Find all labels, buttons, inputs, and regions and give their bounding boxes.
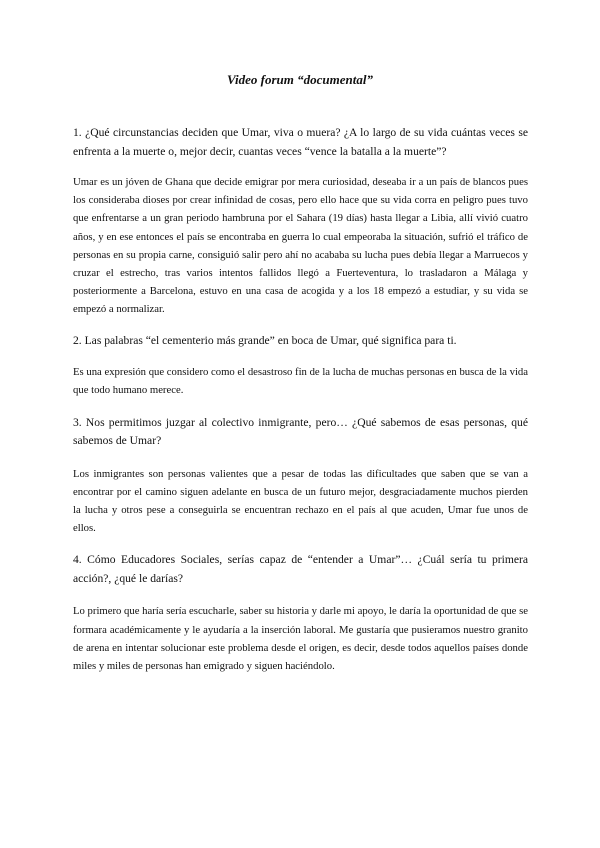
question-1: 1. ¿Qué circunstancias deciden que Umar, viva o muera? ¿A lo largo de su vida cuántas veces se enfrenta a la muerte o, mejor decir, cuantas veces “vence la batalla a la muerte”? — [73, 126, 528, 158]
answer-1: Umar es un jóven de Ghana que decide emigrar por mera curiosidad, deseaba ir a un país de blancos pues los consideraba dioses por crear infinidad de cosas, pero ello hace que su vida corra en peligro pues tuvo que enfrentarse a un gran periodo hambruna por el Sahara (19 días) hasta llegar a Libia, allí vivió cuatro años, y en ese entonces el país se encontraba en guerra lo cual empeoraba la situación, sufrió el tráfico de personas en su propia carne, consiguió salir pero ahí no acababa su lucha pues debía llegar a Marruecos y cruzar el estrecho, tras varios intentos fallidos llegó a Fuerteventura, lo trasladaron a Málaga y posteriormente a Barcelona, estuvo en una casa de acogida y a los 18 empezó a estudiar, y su vida se empezó a normalizar. — [73, 176, 528, 316]
answer-2: Es una expresión que considero como el desastroso fin de la lucha de muchas personas en busca de la vida que todo humano merece. — [73, 366, 528, 397]
answer-4: Lo primero que haría sería escucharle, saber su historia y darle mi apoyo, le daría la oportunidad de que se formara académicamente y le ayudaría a la inserción laboral. Me gustaría que pusieramos nuestro granito de arena en intentar solucionar este problema desde el origen, es decir, desde todos aquellos países donde miles y miles de personas han emigrado y siguen haciéndolo. — [73, 605, 528, 672]
question-2: 2. Las palabras “el cementerio más grande” en boca de Umar, qué significa para ti. — [73, 333, 457, 347]
question-4: 4. Cómo Educadores Sociales, serías capaz de “entender a Umar”… ¿Cuál sería tu primera acción?, ¿qué le darías? — [73, 553, 528, 585]
document-title: Video forum “documental” — [227, 72, 373, 87]
document-body — [73, 124, 528, 675]
answer-3: Los inmigrantes son personas valientes que a pesar de todas las dificultades que saben que se van a encontrar por el camino siguen adelante en busca de un futuro mejor, desgraciadamente muchos pierden la lucha y otros pese a conseguirla se encuentran rechazo en el país al que acuden, Umar fue unos de ellos. — [73, 467, 528, 535]
question-3: 3. Nos permitimos juzgar al colectivo inmigrante, pero… ¿Qué sabemos de esas personas, qué sabemos de Umar? — [73, 415, 528, 448]
